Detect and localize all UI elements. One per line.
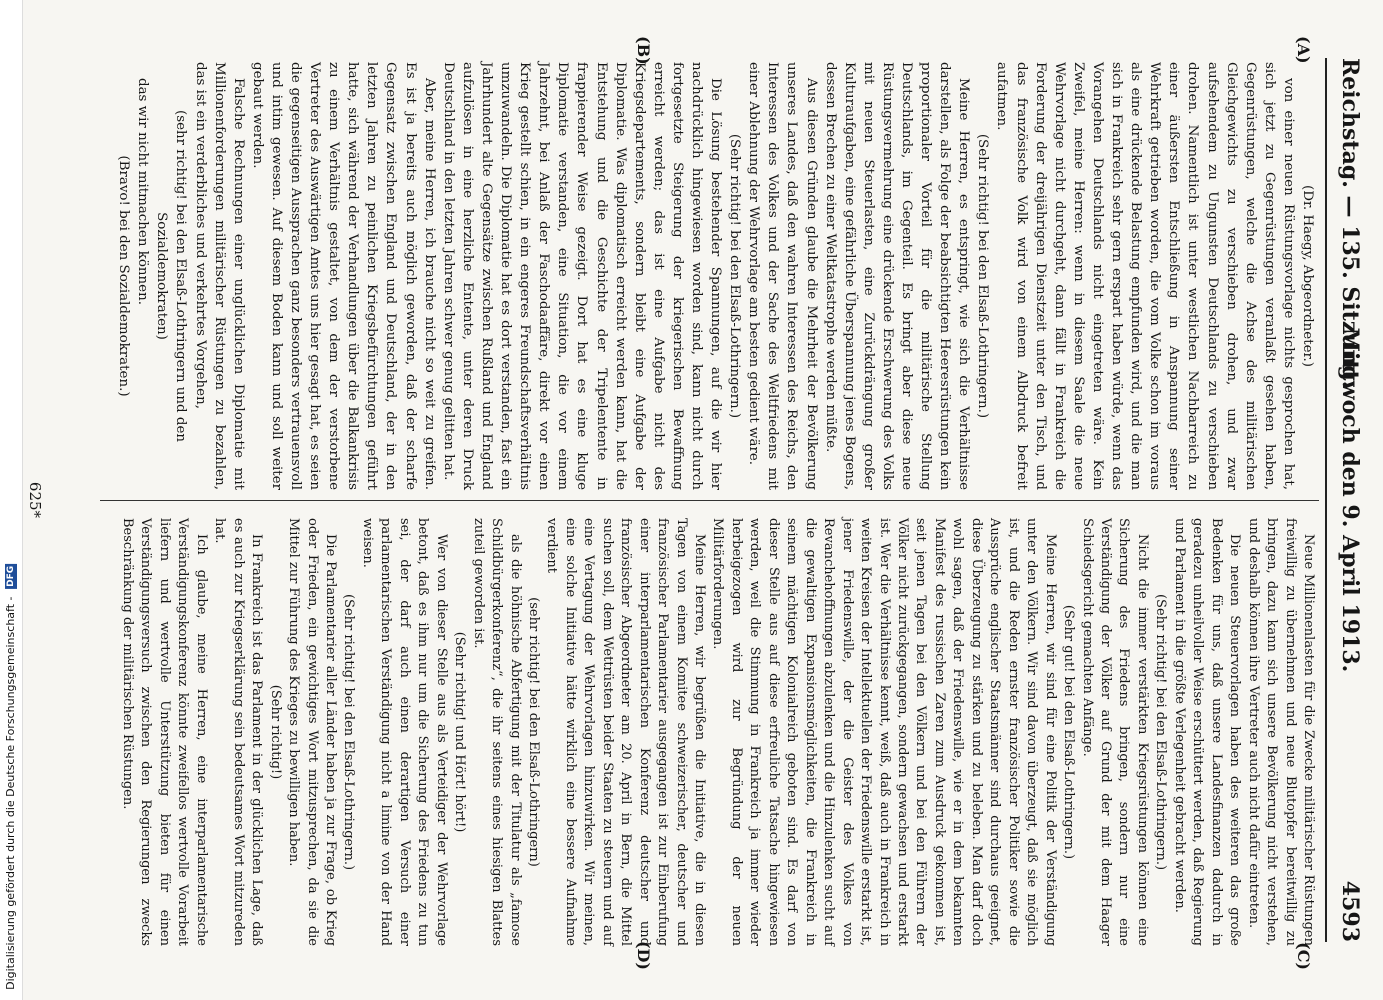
paragraph: Meine Herren, wir begrüßen die Initiative, die in diesen Tagen von einem Komitee schweizerischer, deutscher und französischer Parlamentarier ausgegangen ist zur Einberufung einer interparlamentarischen Konferenz deutscher und französischer Abgeordneter am 20. April in Bern, die Mittel suchen soll, dem Wettrüsten beider Staaten zu steuern und auf eine Vertagung der Wehrvorlagen hinzuwirken. Wir meinen, eine solche Initiative hätte wirklich eine bessere Aufnahme verdient	[544, 518, 708, 946]
dfg-credit	[4, 564, 17, 990]
interjection: (Sehr richtig! bei den Elsaß-Lothringern.)	[727, 133, 743, 419]
interjection: (Sehr gut! bei den Elsaß-Lothringern.)	[1061, 604, 1077, 860]
interjection: (sehr richtig! bei den Elsaß-Lothringern und den Sozialdemokraten)	[154, 109, 189, 443]
interjection: (Sehr richtig! bei den Elsaß-Lothringern.)	[975, 133, 991, 419]
interjection: (sehr richtig! bei den Elsaß-Lothringern)	[525, 597, 541, 867]
paragraph: Die Lösung bestehender Spannungen, auf die wir hier nachdrücklich hingewiesen worden sind, kann nicht durch fortgesetzte Steigerung der kriegerischen Bewaffnung erreicht werden; das ist eine Aufgabe nicht des Kriegsdepartements, sondern bleibt eine Aufgabe der Diplomatie. Was diplomatisch erreicht werden kann, hat die Entstehung und die Geschichte der Tripelentente in frappierender Weise gezeigt. Dort hat es eine kluge Diplomatie verstanden, eine Situation, die vor einem Jahrzehnt, bei Anlaß der Faschodaaffäre, direkt vor einen Krieg gestellt schien, in ein engeres Freundschaftsverhältnis umzuwandeln. Die Diplomatie hat es dort verstanden, fast ein Jahrhundert alte Gegensätze zwischen Rußland und England aufzulösen in eine herzliche Entente, unter deren Druck Deutschland in den letzten Jahren schwer genug gelitten hat.	[440, 62, 724, 490]
paragraph: Meine Herren, es entspringt, wie sich die Verhältnisse darstellen, als Folge der beabsichtigten Heeresrüstungen kein proportionaler Vorteil für die militärische Stellung Deutschlands, im Gegenteil. Es bringt aber diese neue Rüstungsvermehrung eine drückende Erschwerung des Volks mit neuen Steuerlasten, eine Zurückdrängung großer Kulturaufgaben, eine gefährliche Überspannung jenes Bogens, dessen Brechen zu einer Weltkatastrophe werden müßte.	[822, 62, 972, 490]
paragraph: von einer neuen Rüstungsvorlage nichts gesprochen hat, sich jetzt zu Gegenrüstungen veranlaßt gesehen haben, Gegenrüstungen, welche die Achse des militärischen Gleichgewichts zu verschieben drohen, und zwar aufsehendem zu Ungunsten Deutschlands zu verschieben drohen. Namentlich ist unter westlichen Nachbarreich zu einer äußersten Entschließung in Anspannung seiner Wehrkraft getrieben worden, die vom Volke schon im voraus als eine drückende Belastung empfunden wird, und die man sich in Frankreich sehr gern erspart haben würde, wenn das Vorangehen Deutschlands nicht eingetreten wäre. Kein Zweifel, meine Herren: wenn in diesem Saale die neue Wehrvorlage nicht durchgeht, dann fällt in Frankreich die Forderung der dreijährigen Dienstzeit unter den Tisch, und das französische Volk wird von einem Albdruck befreit aufatmen.	[994, 62, 1296, 490]
interjection: (Sehr richtig!)	[267, 684, 283, 780]
margin-marker-c: (C)	[1294, 942, 1313, 970]
paragraph: Die Parlamentarier aller Länder haben ja zur Frage, ob Krieg oder Frieden, ein gewichtiges Wort mitzusprechen, da sie die Mittel zur Führung des Krieges zu bewilligen haben.	[286, 518, 338, 946]
paragraph: als die höhnische Abfertigung mit der Titulatur als „famose Schildbürgerkonferenz“, die ihr seitens eines hiesigen Blattes zuteil geworden ist.	[470, 518, 523, 946]
page-number: 4593	[1337, 880, 1363, 942]
margin-marker-b: (B)	[634, 36, 653, 65]
paragraph: das wir nicht mitmachen können.	[135, 78, 151, 305]
header-rule	[1325, 58, 1327, 942]
paragraph: Die neuen Steuervorlagen haben des weiteren das große Bedenken für uns, daß unsere Landesfinanzen dadurch in geradezu unheilvoller Weise erschüttert werden, daß Regierung und Parlament in die größte Verlegenheit gebracht werden.	[1171, 518, 1243, 946]
right-column	[118, 518, 1317, 946]
column-divider	[100, 500, 1319, 501]
paragraph: Aus diesen Gründen glaube die Mehrheit der Bevölkerung unseres Landes, daß den wahren Interessen des Reichs, den Interessen des Volkes und der Sache des Weltfriedens mit einer Ablehnung der Wehrvorlage am besten gedient wäre.	[746, 62, 819, 490]
interjection: (Sehr richtig! bei den Elsaß-Lothringern.)	[1153, 593, 1169, 871]
paragraph: Ich glaube, meine Herren, eine interparlamentarische Verständigungskonferenz könnte zweifellos wertvolle Vorarbeit liefern und wertvolle Unterstützung bieten für einen Verständigungsversuch zwischen den Regierungen zwecks Beschränkung der militärischen Rüstungen.	[120, 518, 209, 946]
paragraph: Falsche Rechnungen einer unglücklichen Diplomatie mit Millionenforderungen militärischer Rüstungen zu bezahlen, das ist ein verderbliches und verkehrtes Vorgehen,	[192, 62, 246, 490]
paragraph: Wer von dieser Stelle aus als Verteidiger der Wehrvorlage betont, daß es ihm nur um die Sicherung des Friedens zu tun sei, der darf auch einen derartigen Versuch einer parlamentarischen Verständigung nicht a limine von der Hand weisen.	[359, 518, 449, 946]
footer-page-mark: 625*	[26, 481, 44, 519]
paragraph: Aber, meine Herren, ich brauche nicht so weit zu greifen. Es ist ja bereits auch möglich geworden, daß der scharfe Gegensatz zwischen England und Deutschland, der in den letzten Jahren zu peinlichen Kriegsbefürchtungen geführt hatte, sich während der Verhandlungen über die Balkankrisis zu einem Verhältnis gestaltet, von dem der verstorbene Vertreter des Auswärtigen Amtes uns hier gesagt hat, es seien die gegenseitigen Aussprachen ganz besonders vertrauensvoll und intim gewesen. Auf diesem Boden kann und soll weiter gebaut werden.	[249, 62, 437, 490]
digitization-sidebar	[0, 0, 23, 1000]
interjection: (Bravo! bei den Sozialdemokraten.)	[116, 155, 132, 397]
header-date: Mittwoch den 9. April 1913.	[1337, 327, 1363, 673]
interjection: (Sehr richtig! bei den Elsaß-Lothringern.)	[341, 593, 357, 871]
interjection: (Dr. Haegy, Abgeordneter.)	[1300, 185, 1315, 367]
margin-marker-d: (D)	[634, 940, 653, 970]
paragraph: Nicht die immer verstärkten Kriegsrüstungen können eine Sicherung des Friedens bringen, sondern nur eine Verständigung der Völker auf Grund der mit dem Haager Schiedsgericht gemachten Anfänge.	[1079, 518, 1150, 946]
left-column	[114, 62, 1317, 490]
margin-marker-a: (A)	[1294, 36, 1313, 64]
paragraph: Meine Herren, wir sind für eine Politik der Verständigung unter den Völkern. Wir sind davon überzeugt, daß sie möglich ist, und die Reden ernster französischer Politiker sowie die Aussprüche englischer Staatsmänner sind durchaus geeignet, diese Überzeugung zu stärken und zu beleben. Man darf doch wohl sagen, daß der Friedenswille, wie er in dem bekannten Manifest des russischen Zaren zum Ausdruck gekommen ist, seit jenen Tagen bei den Völkern und bei den Führern der Völker nicht zurückgegangen, sondern gewachsen und erstarkt ist. Wer die Verhältnisse kennt, weiß, daß auch in Frankreich in weiten Kreisen der Intellektuellen der Friedenswille erstarkt ist, jener Friedenswille, der die Geister des Volkes von Revanchehoffnungen abzulenken und die Hinzulenken sucht auf die gewaltigen Expansionsmöglichkeiten, die Frankreich in seinem mächtigen Kolonialreich geboten sind. Es darf von dieser Stelle aus auf diese erfreuliche Tatsache hingewiesen werden, weil die Stimmung in Frankreich ja immer wieder herbeigezogen wird zur Begründung der neuen Militärforderungen.	[710, 518, 1058, 946]
header-session: Reichstag. — 135. Sitzung.	[1337, 58, 1363, 389]
dfg-credit-text: Digitalisierung gefördert durch die Deutsche Forschungsgemeinschaft -	[4, 596, 17, 990]
page-header	[1329, 58, 1369, 942]
dfg-logo: DFG	[6, 566, 16, 588]
interjection: (Sehr richtig! und Hört! hört!)	[452, 631, 468, 833]
paragraph: Neue Millionenlasten für die Zwecke militärischer Rüstungen freiwillig zu übernehmen und neue Blutopfer bereitwillig zu bringen, dazu kann sich unsere Bevölkerung nicht verstehen, und deshalb können ihre Vertreter auch nicht dafür eintreten.	[1245, 518, 1316, 946]
paragraph: In Frankreich ist das Parlament in der glücklichen Lage, daß es auch zur Kriegserklärung sein bedeutsames Wort mitzureden hat.	[212, 518, 265, 946]
